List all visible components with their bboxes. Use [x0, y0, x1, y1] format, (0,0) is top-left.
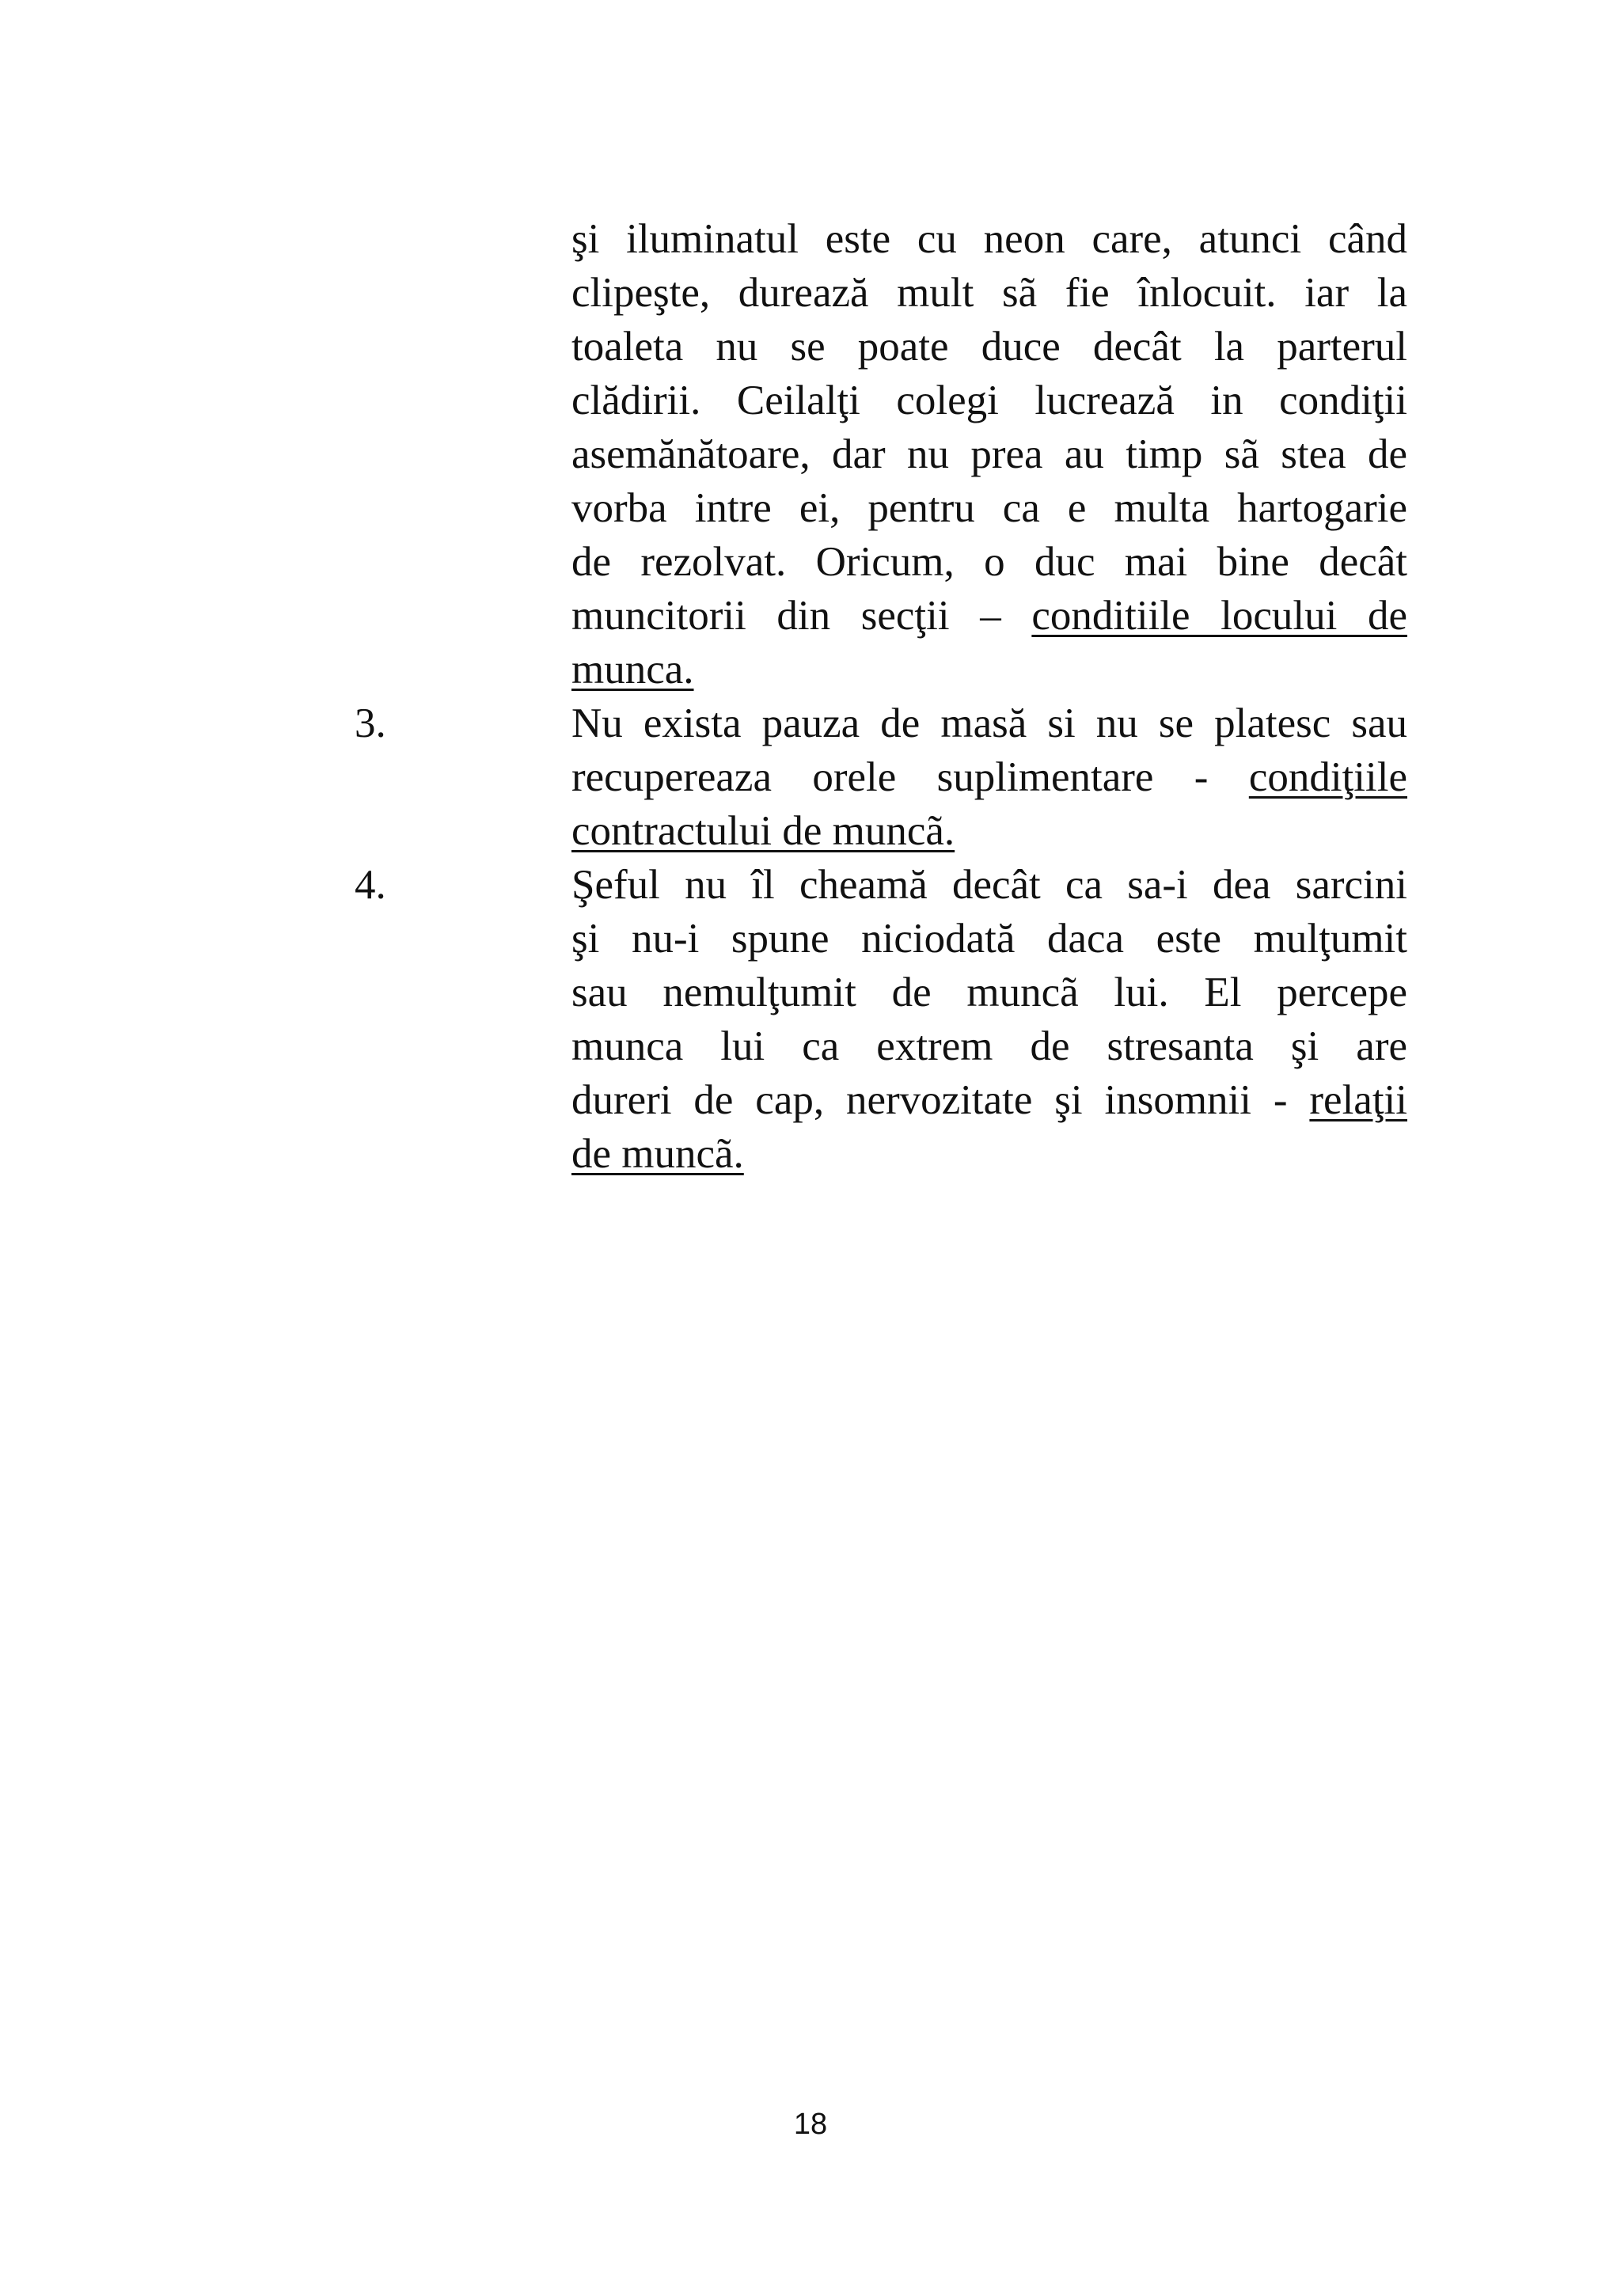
underlined-category: de muncã.: [571, 1131, 744, 1177]
list-item-line: [571, 1127, 1407, 1181]
paragraph-line: [571, 589, 1407, 643]
paragraph-line: [571, 643, 1407, 696]
list-item-number: 3.: [355, 700, 386, 746]
list-item-text: recupereaza orele suplimentare -: [571, 754, 1249, 800]
page-number: 18: [793, 2108, 828, 2141]
list-item-line: [571, 804, 1407, 858]
paragraph-line-text: muncitorii din secţii –: [571, 593, 1032, 639]
list-item-line: munca lui ca extrem de stresanta şi are: [571, 1023, 1407, 1069]
underlined-category: conditiile locului de: [1031, 593, 1407, 639]
paragraph-line: toaleta nu se poate duce decât la parterul: [571, 324, 1407, 370]
underlined-category: munca.: [571, 647, 694, 693]
underlined-category: relaţii: [1309, 1077, 1407, 1123]
underlined-category: contractului de muncã.: [571, 808, 955, 854]
list-item-text: dureri de cap, nervozitate şi insomnii -: [571, 1077, 1310, 1123]
underlined-category: condiţiile: [1248, 754, 1407, 800]
list-item-line: sau nemulţumit de muncã lui. El percepe: [571, 970, 1407, 1015]
paragraph-line: clipeşte, durează mult sã fie înlocuit. iar la: [571, 270, 1407, 316]
list-item-line: [571, 750, 1407, 804]
list-item-line: şi nu-i spune niciodată daca este mulţumit: [571, 916, 1407, 962]
list-item-line: Nu exista pauza de masă si nu se platesc sau: [571, 700, 1407, 746]
paragraph-line: de rezolvat. Oricum, o duc mai bine decât: [571, 539, 1407, 585]
paragraph-line: asemănătoare, dar nu prea au timp sã stea de: [571, 431, 1407, 477]
paragraph-line: vorba intre ei, pentru ca e multa hartogarie: [571, 485, 1407, 531]
list-item-line: Şeful nu îl cheamă decât ca sa-i dea sarcini: [571, 862, 1407, 908]
list-item-number: 4.: [355, 862, 386, 908]
paragraph-line: şi iluminatul este cu neon care, atunci când: [571, 216, 1407, 262]
paragraph-line: clădirii. Ceilalţi colegi lucrează in condiţii: [571, 378, 1407, 423]
list-item-line: [571, 1073, 1407, 1127]
